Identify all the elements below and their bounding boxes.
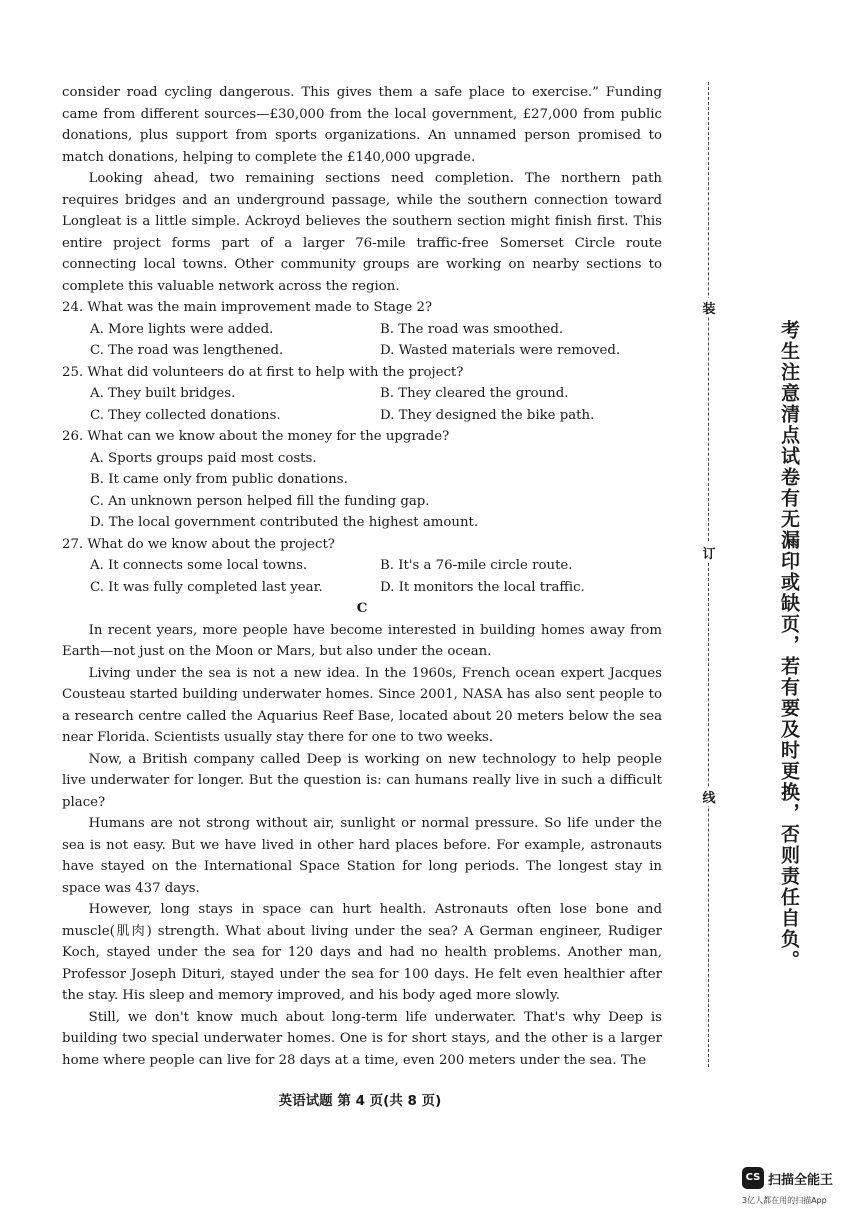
option-a: A. More lights were added. [90,321,274,337]
option-d: D. The local government contributed the highest amount. [90,515,479,530]
question-24 [62,297,662,362]
camscanner-logo-icon: CS [742,1167,764,1189]
option-d: D. Wasted materials were removed. [380,343,621,358]
passage-c-paragraph: Now, a British company called Deep is working on new technology to help people live underwater for longer. But the question is: can humans really live in such a difficult place? [62,751,662,810]
option-b: B. It's a 76-mile circle route. [380,558,573,573]
option-d: D. It monitors the local traffic. [380,579,585,595]
passage-b-paragraph: Looking ahead, two remaining sections need completion. The northern path requires bridges and an underground passage, while the southern connection toward Longleat is a little simple. Ackroyd believes the southern section might finish first. This entire project forms part of a larger 76-mile traffic-free Somerset Circle route connecting local towns. Other community groups are working on nearby sections to complete this valuable network across the region. [62,171,662,294]
section-c-heading: C [356,601,368,616]
option-c: C. An unknown person helped fill the funding gap. [90,493,430,509]
option-c: C. The road was lengthened. [90,343,284,358]
passage-c-paragraph: Still, we don't know much about long-term life underwater. That's why Deep is building two special underwater homes. One is for short stays, and the other is a larger home where people can live for 28 days at a time, even 200 meters under the sea. The [62,1009,662,1068]
option-list [62,448,662,534]
question-stem: 26. What can we know about the money for the upgrade? [62,429,450,444]
binding-mark-xian: 线 [702,787,716,806]
passage-b-paragraph: consider road cycling dangerous. This gives them a safe place to exercise.” Funding came from different sources—£30,000 from the local government, £27,000 from public donations, plus support from sports organizations. An unnamed person promised to match donations, helping to complete the £140,000 upgrade. [62,85,662,165]
scanner-app-name: 扫描全能王 [768,1173,834,1188]
exam-text-column [62,82,662,1071]
passage-c-paragraph: However, long stays in space can hurt health. Astronauts often lose bone and muscle(肌肉) strength. What about living under the sea? A German engineer, Rudiger Koch, stayed under the sea for 120 days and had no health problems. Another man, Professor Joseph Dituri, stayed under the sea for 100 days. He felt even healthier after the stay. His sleep and memory improved, and his body aged more slowly. [62,902,662,1003]
question-stem: 27. What do we know about the project? [62,536,335,552]
scanner-tagline: 3亿人都在用的扫描App [742,1196,827,1205]
passage-c-paragraph: In recent years, more people have become interested in building homes away from Earth—not just on the Moon or Mars, but also under the ocean. [62,622,662,659]
option-b: B. They cleared the ground. [380,386,569,401]
option-a: A. It connects some local towns. [90,558,308,573]
binding-mark-zhuang: 装 [702,298,716,317]
examinee-notice: 考生注意清点试卷有无漏印或缺页，若有要及时更换，否则责任自负。 [778,320,800,971]
question-stem: 25. What did volunteers do at first to help with the project? [62,364,464,380]
passage-c-paragraph: Humans are not strong without air, sunlight or normal pressure. So life under the sea is not easy. But we have lived in other hard places before. For example, astronauts have stayed on the International Space Station for long periods. The longest stay in space was 437 days. [62,816,662,896]
page-footer: 英语试题 第 4 页(共 8 页) [278,1093,442,1109]
option-a: A. They built bridges. [90,386,236,401]
passage-c-paragraph: Living under the sea is not a new idea. In the 1960s, French ocean expert Jacques Cousteau started building underwater homes. Since 2001, NASA has also sent people to a research centre called the Aquarius Reef Base, located about 20 meters below the sea near Florida. Scientists usually stay there for one to two weeks. [62,665,662,745]
option-a: A. Sports groups paid most costs. [90,450,317,466]
question-27 [62,534,662,599]
binding-dashed-line [708,82,709,1067]
binding-mark-ding: 订 [702,543,716,562]
option-b: B. The road was smoothed. [380,321,564,337]
option-list [62,319,662,362]
question-stem: 24. What was the main improvement made to Stage 2? [62,300,433,315]
option-list [62,383,662,426]
option-d: D. They designed the bike path. [380,407,595,423]
option-list [62,555,662,598]
option-c: C. It was fully completed last year. [90,579,323,595]
option-b: B. It came only from public donations. [90,472,348,487]
question-26 [62,426,662,534]
question-25 [62,362,662,427]
option-c: C. They collected donations. [90,407,281,423]
